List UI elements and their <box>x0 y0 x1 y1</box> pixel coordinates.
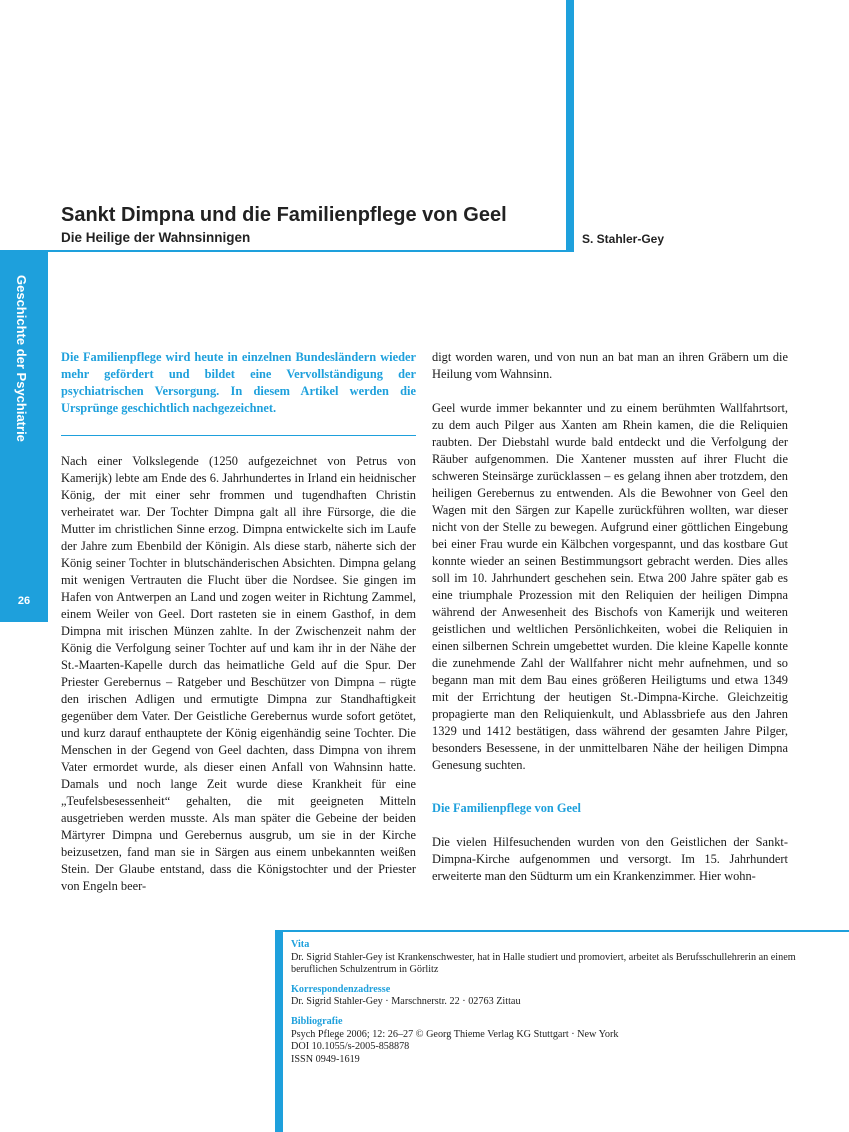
address-block <box>291 984 811 1009</box>
left-column <box>61 349 416 895</box>
bibliography-issn: ISSN 0949-1619 <box>291 1053 360 1065</box>
body-paragraph-1: Nach einer Volkslegende (1250 aufgezeichnet von Petrus von Kamerijk) lebte am Ende des 6. Jahrhundertes in Irland ein heidnischer König, der mit einer sehr frommen und tugendhaften Christin verheiratet war. Der Tochter Dimpna galt all ihre Fürsorge, die die Mutter im christlichen Sinne erzog. Dimpna entwickelte sich im Laufe der Jahre zum Ebenbild der Königin. Als diese starb, näherte sich der König seiner Tochter in blutschänderischen Absichten. Dimpna gelang mit wenigen Vertrauten die Flucht über die Nordsee. Sie gingen im Hafen von Antwerpen an Land und zogen weiter in Richtung Zammel, einem Weiler von Geel. Dort rasteten sie in einem Gasthof, in dem Dimpna mit irischen Münzen zahlte. In der Zwischenzeit nahm der König die Verfolgung seiner Tochter auf und kam ihr in der Nähe der St.-Maarten-Kapelle durch das heimatliche Geld auf die Spur. Der Priester Gerebernus – Ratgeber und Beschützer von Dimpna – rügte den irischen Adligen und ermutigte Dimpna zur Standhaftigkeit gegenüber dem Vater. Der Geistliche Gerebernus wurde sofort getötet, und kurz darauf enthauptete der König eigenhändig seine Tochter. Die Menschen in der Gegend von Geel dachten, dass Dimpna von ihrem Vater ermordet wurde, als dieser einen Anfall von Wahnsinn hatte. Damals und noch lange Zeit wurde diese Krankheit für eine „Teufelsbesessenheit“ gehalten, die mit geeigneten Mitteln ausgetrieben werden musste. Als man später die Gebeine der beiden Märtyrer Dimpna und Gerebernus ausgrub, um sie in der Kirche beizusetzen, fand man sie in Särgen aus einem unbekannten weißen Stein. Der Glaube entstand, dass die Königstochter und der Priester von Engeln beer- <box>61 454 416 893</box>
footer-accent-bar <box>275 930 283 1132</box>
address-label: Korrespondenzadresse <box>291 983 391 995</box>
body-paragraph-3: Geel wurde immer bekannter und zu einem berühmten Wallfahrtsort, zu dem auch Pilger aus Xanten am Rhein kamen, die die Reliquien raubten. Der Diebstahl wurde bald entdeckt und die Verfolgung der Räuber aufgenommen. Die Xantener mussten auf ihrer Flucht die schweren Steinsärge zurücklassen – es gelang ihnen aber trotzdem, den heiligen Gerebernus zu entwenden. Als die Bewohner von Geel den Wagen mit den Särgen zur Kapelle zurückführen wollten, war dieser nicht von der Stelle zu bewegen. Aufgrund einer göttlichen Eingebung bei einer Frau wurde ein Kälbchen vorgespannt, und das kostbare Gut konnte wieder an seinen Bestimmungsort gebracht werden. Dies alles soll im 10. Jahrhundert geschehen sein. Etwa 200 Jahre später gab es eine triumphale Prozession mit den Reliquien der heiligen Dimpna während der Anwesenheit des Bischofs von Kamerijk und weiteren geistlichen und weltlichen Persönlichkeiten, wobei die Reliquien in einen silbernen Schrein umgebettet wurden. Die kleine Kapelle konnte die zunehmende Zahl der Wallfahrer nicht mehr aufnehmen, und so begann man mit dem Bau eines größeren Heiligtums und etwa 1349 mit der Errichtung der heutigen St.-Dimpna-Kirche. Gleichzeitig propagierte man den Reliquienkult, und Ablassbriefe aus den Jahren 1329 und 1412 bestätigen, dass während der gesamten Jahre Pilger, besonders Besessene, in der unmittelbaren Nähe der heiligen Dimpna Genesung suchten. <box>432 401 788 772</box>
vita-label: Vita <box>291 939 310 950</box>
article-subtitle: Die Heilige der Wahnsinnigen <box>61 230 251 245</box>
vita-block <box>291 939 811 977</box>
footer-rule <box>275 930 849 932</box>
body-paragraph-4: Die vielen Hilfesuchenden wurden von den Geistlichen der Sankt-Dimpna-Kirche aufgenommen und versorgt. Im 15. Jahrhundert erweiterte man den Südturm um ein Krankenzimmer. Hier wohn- <box>432 835 788 883</box>
header-rule <box>0 250 574 252</box>
abstract-divider <box>61 435 416 436</box>
bibliography-doi: DOI 10.1055/s-2005-858878 <box>291 1041 410 1053</box>
right-column <box>432 349 788 885</box>
bibliography-block <box>291 1016 811 1066</box>
section-heading: Die Familienpflege von Geel <box>432 801 582 815</box>
header-accent-bar <box>566 0 574 250</box>
bibliography-citation: Psych Pflege 2006; 12: 26–27 © Georg Thieme Verlag KG Stuttgart · New York <box>291 1028 619 1040</box>
section-label: Geschichte der Psychiatrie <box>14 275 29 442</box>
address-text: Dr. Sigrid Stahler-Gey · Marschnerstr. 22 · 02763 Zittau <box>291 996 521 1008</box>
body-paragraph-2: digt worden waren, und von nun an bat man an ihren Gräbern um die Heilung vom Wahnsinn. <box>432 350 788 381</box>
article-author: S. Stahler-Gey <box>582 232 665 246</box>
article-title: Sankt Dimpna und die Familienpflege von Geel <box>61 204 507 226</box>
bibliography-label: Bibliografie <box>291 1015 343 1027</box>
article-abstract: Die Familienpflege wird heute in einzelnen Bundesländern wieder mehr gefördert und bildet eine Vervollständigung der psychiatrischen Versorgung. In diesem Artikel werden die Ursprünge geschichtlich nachgezeichnet. <box>61 350 416 415</box>
article-footer <box>291 939 811 1073</box>
vita-text: Dr. Sigrid Stahler-Gey ist Krankenschwester, hat in Halle studiert und promoviert, arbeitet als Berufsschullehrerin an einem beruflichen Schulzentrum in Görlitz <box>291 951 796 976</box>
page-number: 26 <box>17 595 31 607</box>
